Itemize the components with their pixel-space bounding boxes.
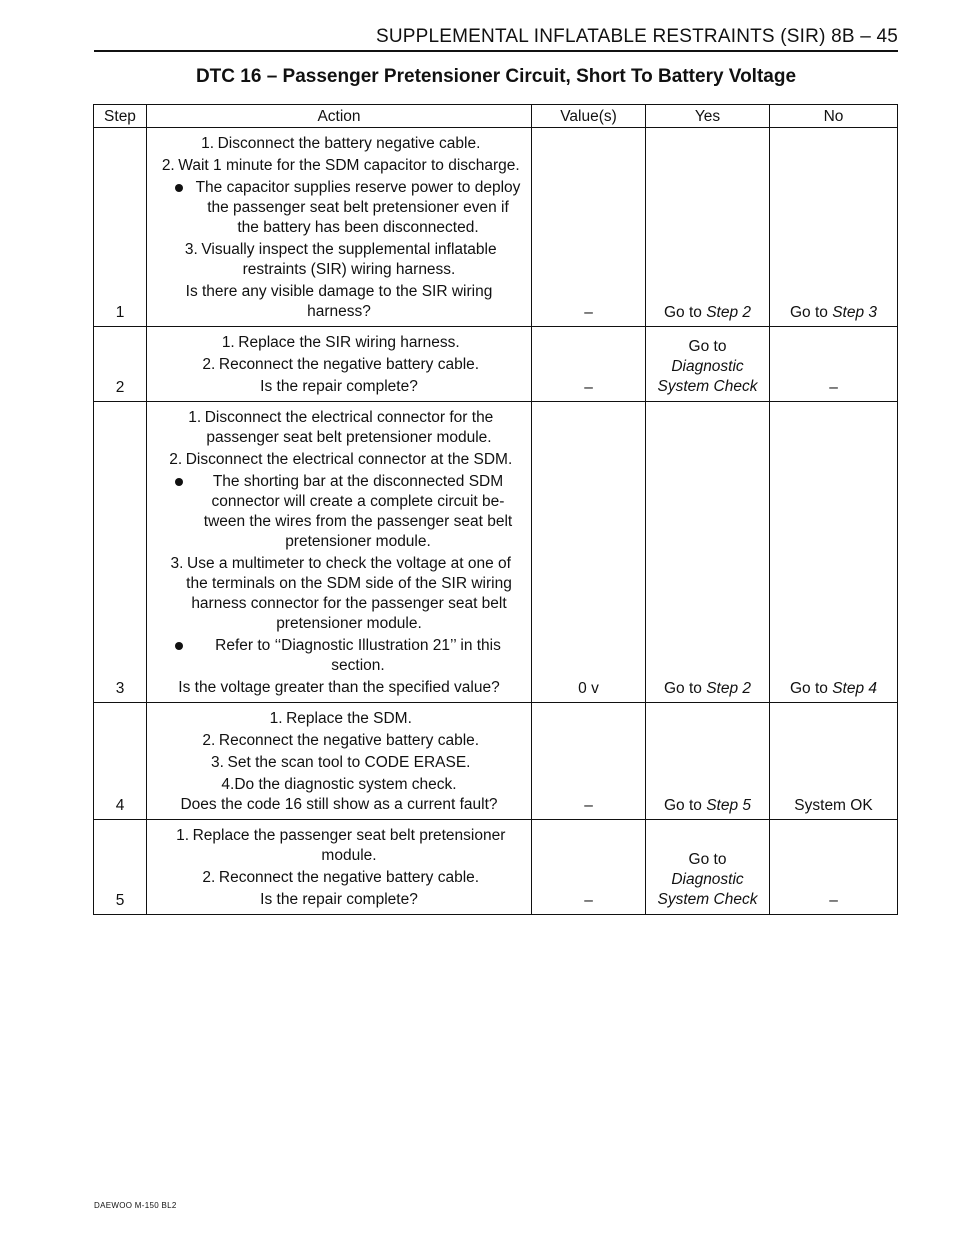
step-number-cell: 4 xyxy=(94,703,147,820)
action-step-line xyxy=(153,826,525,845)
diagnostic-table xyxy=(93,104,898,915)
action-step-line xyxy=(153,554,525,573)
action-step-line xyxy=(153,731,525,750)
action-step-text: Replace the passenger seat belt pretensioner xyxy=(192,827,506,844)
table-row xyxy=(94,327,898,402)
bullet-note-line: pretensioner module. xyxy=(285,533,431,550)
yes-result-cell xyxy=(646,703,770,820)
action-continuation-line: pretensioner module. xyxy=(276,615,422,632)
value-cell: – xyxy=(532,703,646,820)
bullet-note-line: tween the wires from the passenger seat belt xyxy=(203,513,513,530)
table-row xyxy=(94,128,898,327)
yes-target-link: Step 2 xyxy=(706,680,752,697)
no-result-cell xyxy=(770,327,898,402)
action-question-line: 4.Do the diagnostic system check. xyxy=(221,776,457,793)
no-result-cell xyxy=(770,703,898,820)
action-cell xyxy=(147,820,532,915)
action-step-number: 1. xyxy=(201,135,215,152)
action-step-number: 2. xyxy=(202,869,216,886)
no-result-text: – xyxy=(829,892,838,909)
table-row xyxy=(94,703,898,820)
column-header-yes: Yes xyxy=(646,105,770,128)
action-step-number: 3. xyxy=(170,555,184,572)
no-target-link: Step 4 xyxy=(832,680,878,697)
action-continuation-line: the terminals on the SDM side of the SIR wiring xyxy=(186,575,512,592)
action-step-line xyxy=(153,156,525,175)
action-step-number: 3. xyxy=(184,241,198,258)
bullet-note-line: the battery has been disconnected. xyxy=(237,219,479,236)
action-step-line xyxy=(153,134,525,153)
action-continuation-line: module. xyxy=(321,847,377,864)
action-step-line xyxy=(153,709,525,728)
action-step-line xyxy=(153,408,525,427)
action-step-number: 1. xyxy=(188,409,202,426)
action-step-text: Visually inspect the supplemental inflatable xyxy=(201,241,497,258)
action-step-line xyxy=(153,868,525,887)
table-body xyxy=(94,128,898,915)
action-step-line xyxy=(153,355,525,374)
column-header-no: No xyxy=(770,105,898,128)
value-cell: – xyxy=(532,128,646,327)
yes-target-link: Step 5 xyxy=(706,797,752,814)
action-cell xyxy=(147,402,532,703)
value-cell: 0 v xyxy=(532,402,646,703)
yes-target-link: Diagnostic xyxy=(671,871,744,888)
action-step-line xyxy=(153,450,525,469)
yes-target-link: Diagnostic xyxy=(671,358,744,375)
footer-code: DAEWOO M-150 BL2 xyxy=(94,1201,177,1210)
action-step-text: Disconnect the electrical connector for the xyxy=(204,409,494,426)
action-continuation-line: passenger seat belt pretensioner module. xyxy=(206,429,492,446)
action-step-text: Replace the SDM. xyxy=(286,710,412,727)
action-step-text: Disconnect the electrical connector at the SDM. xyxy=(185,451,513,468)
bullet-note-line: the passenger seat belt pretensioner even if xyxy=(207,199,509,216)
yes-result-cell xyxy=(646,820,770,915)
action-step-text: Use a multimeter to check the voltage at one of xyxy=(187,555,511,572)
action-question-line: harness? xyxy=(307,303,371,320)
yes-target-link: System Check xyxy=(657,891,758,908)
action-step-number: 2. xyxy=(169,451,183,468)
action-step-text: Wait 1 minute for the SDM capacitor to discharge. xyxy=(178,157,520,174)
action-cell xyxy=(147,703,532,820)
yes-go-to-text: Go to xyxy=(663,680,707,697)
step-number-cell: 1 xyxy=(94,128,147,327)
action-step-number: 1. xyxy=(176,827,190,844)
action-step-line xyxy=(153,753,525,772)
value-cell: – xyxy=(532,327,646,402)
action-step-text: Replace the SIR wiring harness. xyxy=(238,334,460,351)
running-head: SUPPLEMENTAL INFLATABLE RESTRAINTS (SIR) 8B – 45 xyxy=(375,26,898,47)
yes-target-link: System Check xyxy=(657,378,758,395)
yes-target-link: Step 2 xyxy=(706,304,752,321)
action-bullet-note xyxy=(153,472,525,551)
column-header-step: Step xyxy=(94,105,147,128)
yes-result-cell xyxy=(646,327,770,402)
bullet-note-line: The shorting bar at the disconnected SDM xyxy=(212,473,504,490)
no-result-cell xyxy=(770,820,898,915)
no-go-to-text: Go to xyxy=(789,680,833,697)
header-rule xyxy=(94,50,898,52)
action-step-number: 1. xyxy=(221,334,235,351)
column-header-action: Action xyxy=(147,105,532,128)
no-result-text: – xyxy=(829,379,838,396)
table-row xyxy=(94,820,898,915)
action-step-number: 2. xyxy=(161,157,175,174)
action-question-line: Is the repair complete? xyxy=(260,891,418,908)
action-question-line: Does the code 16 still show as a current fault? xyxy=(180,796,498,813)
yes-result-cell xyxy=(646,402,770,703)
bullet-note-line: section. xyxy=(331,657,385,674)
table-row xyxy=(94,402,898,703)
action-step-number: 2. xyxy=(202,356,216,373)
table-header-row xyxy=(94,105,898,128)
bullet-note-line: connector will create a complete circuit be- xyxy=(211,493,505,510)
no-result-text: System OK xyxy=(794,797,873,814)
no-target-link: Step 3 xyxy=(832,304,878,321)
yes-result-cell xyxy=(646,128,770,327)
yes-go-to-text: Go to xyxy=(688,338,727,355)
action-step-text: Reconnect the negative battery cable. xyxy=(218,356,480,373)
yes-go-to-text: Go to xyxy=(663,797,707,814)
action-step-text: Disconnect the battery negative cable. xyxy=(217,135,481,152)
action-step-text: Reconnect the negative battery cable. xyxy=(218,732,480,749)
yes-go-to-text: Go to xyxy=(688,851,727,868)
action-question-line: Is there any visible damage to the SIR wiring xyxy=(185,283,493,300)
bullet-note-line: The capacitor supplies reserve power to deploy xyxy=(195,179,521,196)
action-continuation-line: harness connector for the passenger seat belt xyxy=(191,595,507,612)
action-step-number: 2. xyxy=(202,732,216,749)
action-step-text: Reconnect the negative battery cable. xyxy=(218,869,480,886)
column-header-values: Value(s) xyxy=(532,105,646,128)
action-cell xyxy=(147,327,532,402)
action-step-line xyxy=(153,240,525,259)
bullet-note-line: Refer to ‘‘Diagnostic Illustration 21’’ in this xyxy=(215,637,501,654)
action-step-number: 3. xyxy=(211,754,224,771)
step-number-cell: 5 xyxy=(94,820,147,915)
no-go-to-text: Go to xyxy=(789,304,833,321)
action-continuation-line: restraints (SIR) wiring harness. xyxy=(242,261,456,278)
yes-go-to-text: Go to xyxy=(663,304,707,321)
page-title: DTC 16 – Passenger Pretensioner Circuit, Short To Battery Voltage xyxy=(195,66,797,87)
no-result-cell xyxy=(770,402,898,703)
no-result-cell xyxy=(770,128,898,327)
action-bullet-note xyxy=(153,636,525,675)
action-step-line xyxy=(153,333,525,352)
value-cell: – xyxy=(532,820,646,915)
action-step-number: 1. xyxy=(269,710,283,727)
action-cell xyxy=(147,128,532,327)
action-step-text: Set the scan tool to CODE ERASE. xyxy=(227,754,471,771)
step-number-cell: 3 xyxy=(94,402,147,703)
action-question-line: Is the repair complete? xyxy=(260,378,418,395)
action-bullet-note xyxy=(153,178,525,237)
action-question-line: Is the voltage greater than the specified value? xyxy=(178,679,500,696)
step-number-cell: 2 xyxy=(94,327,147,402)
